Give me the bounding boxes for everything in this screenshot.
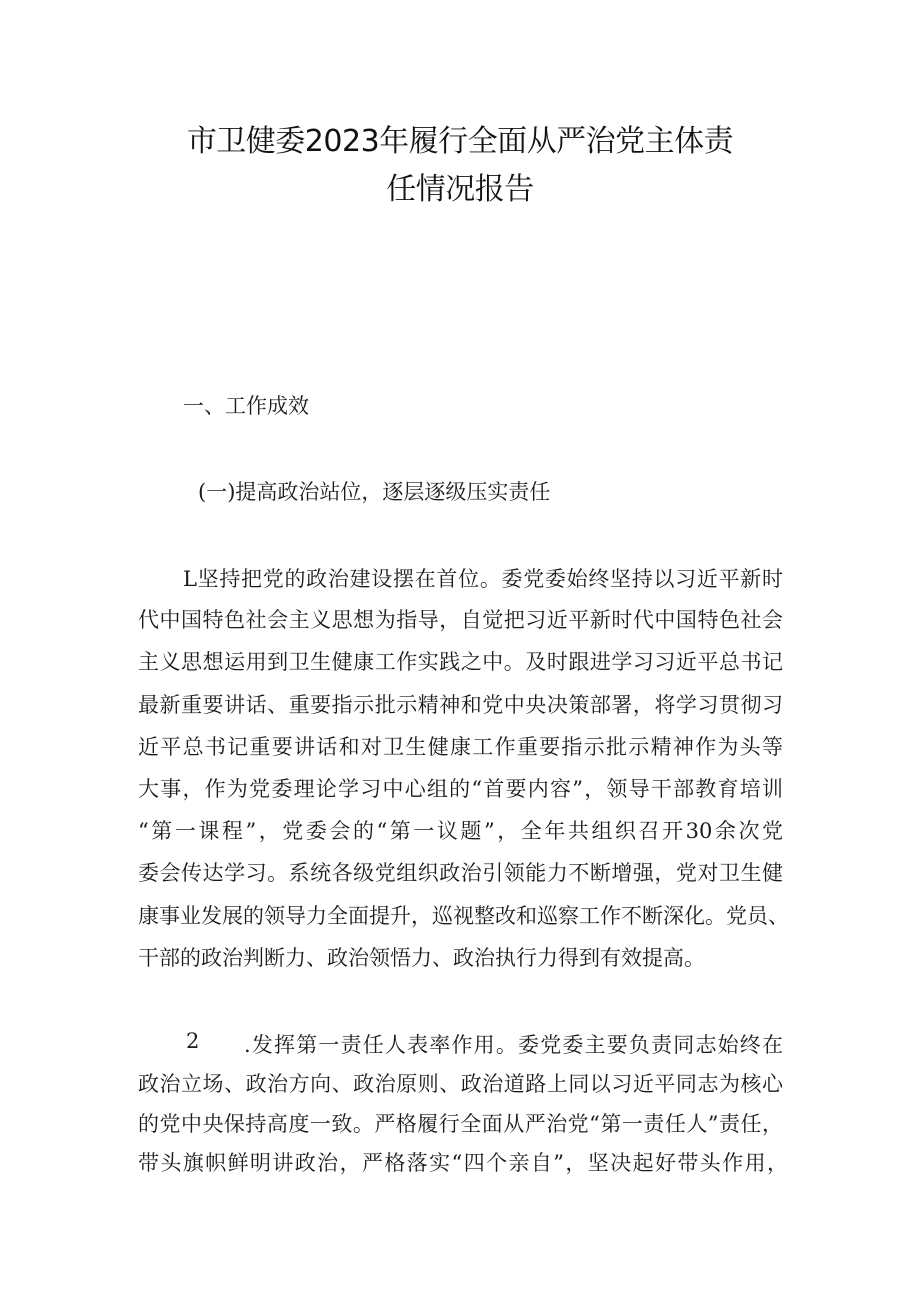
paragraph-line: 政治立场、政治方向、政治原则、政治道路上同以习近平同志为核心 xyxy=(138,1072,783,1096)
paragraph-line: 最新重要讲话、重要指示批示精神和党中央决策部署，将学习贯彻习 xyxy=(138,693,783,717)
paragraph-number: 2 xyxy=(186,1029,200,1053)
paragraph-line: 干部的政治判断力、政治领悟力、政治执行力得到有效提高。 xyxy=(138,946,705,970)
section-heading: 一、工作成效 xyxy=(183,394,309,418)
paragraph-line: 委会传达学习。系统各级党组织政治引领能力不断增强，党对卫生健 xyxy=(138,861,783,885)
paragraph-line: “第一课程”，党委会的“第一议题”，全年共组织召开30余次党 xyxy=(138,819,783,843)
paragraph-line: 主义思想运用到卫生健康工作实践之中。及时跟进学习习近平总书记 xyxy=(138,650,783,674)
subsection-heading: (一)提高政治站位，逐层逐级压实责任 xyxy=(198,480,551,504)
paragraph-line: .发挥第一责任人表率作用。委党委主要负责同志始终在 xyxy=(244,1033,783,1057)
document-title-line-2: 任情况报告 xyxy=(386,172,534,207)
paragraph-line: 的党中央保持高度一致。严格履行全面从严治党“第一责任人”责任， xyxy=(138,1112,783,1136)
paragraph-line: L坚持把党的政治建设摆在首位。委党委始终坚持以习近平新时 xyxy=(183,567,783,591)
paragraph-line: 近平总书记重要讲话和对卫生健康工作重要指示批示精神作为头等 xyxy=(138,735,783,759)
paragraph-line: 大事，作为党委理论学习中心组的“首要内容”，领导干部教育培训 xyxy=(138,777,783,801)
document-title-line-1: 市卫健委2023年履行全面从严治党主体责 xyxy=(186,124,734,159)
paragraph-line: 代中国特色社会主义思想为指导，自觉把习近平新时代中国特色社会 xyxy=(138,608,783,632)
paragraph-line: 康事业发展的领导力全面提升，巡视整改和巡察工作不断深化。党员、 xyxy=(138,904,789,928)
paragraph-line: 带头旗帜鲜明讲政治，严格落实“四个亲自”，坚决起好带头作用， xyxy=(138,1151,788,1175)
